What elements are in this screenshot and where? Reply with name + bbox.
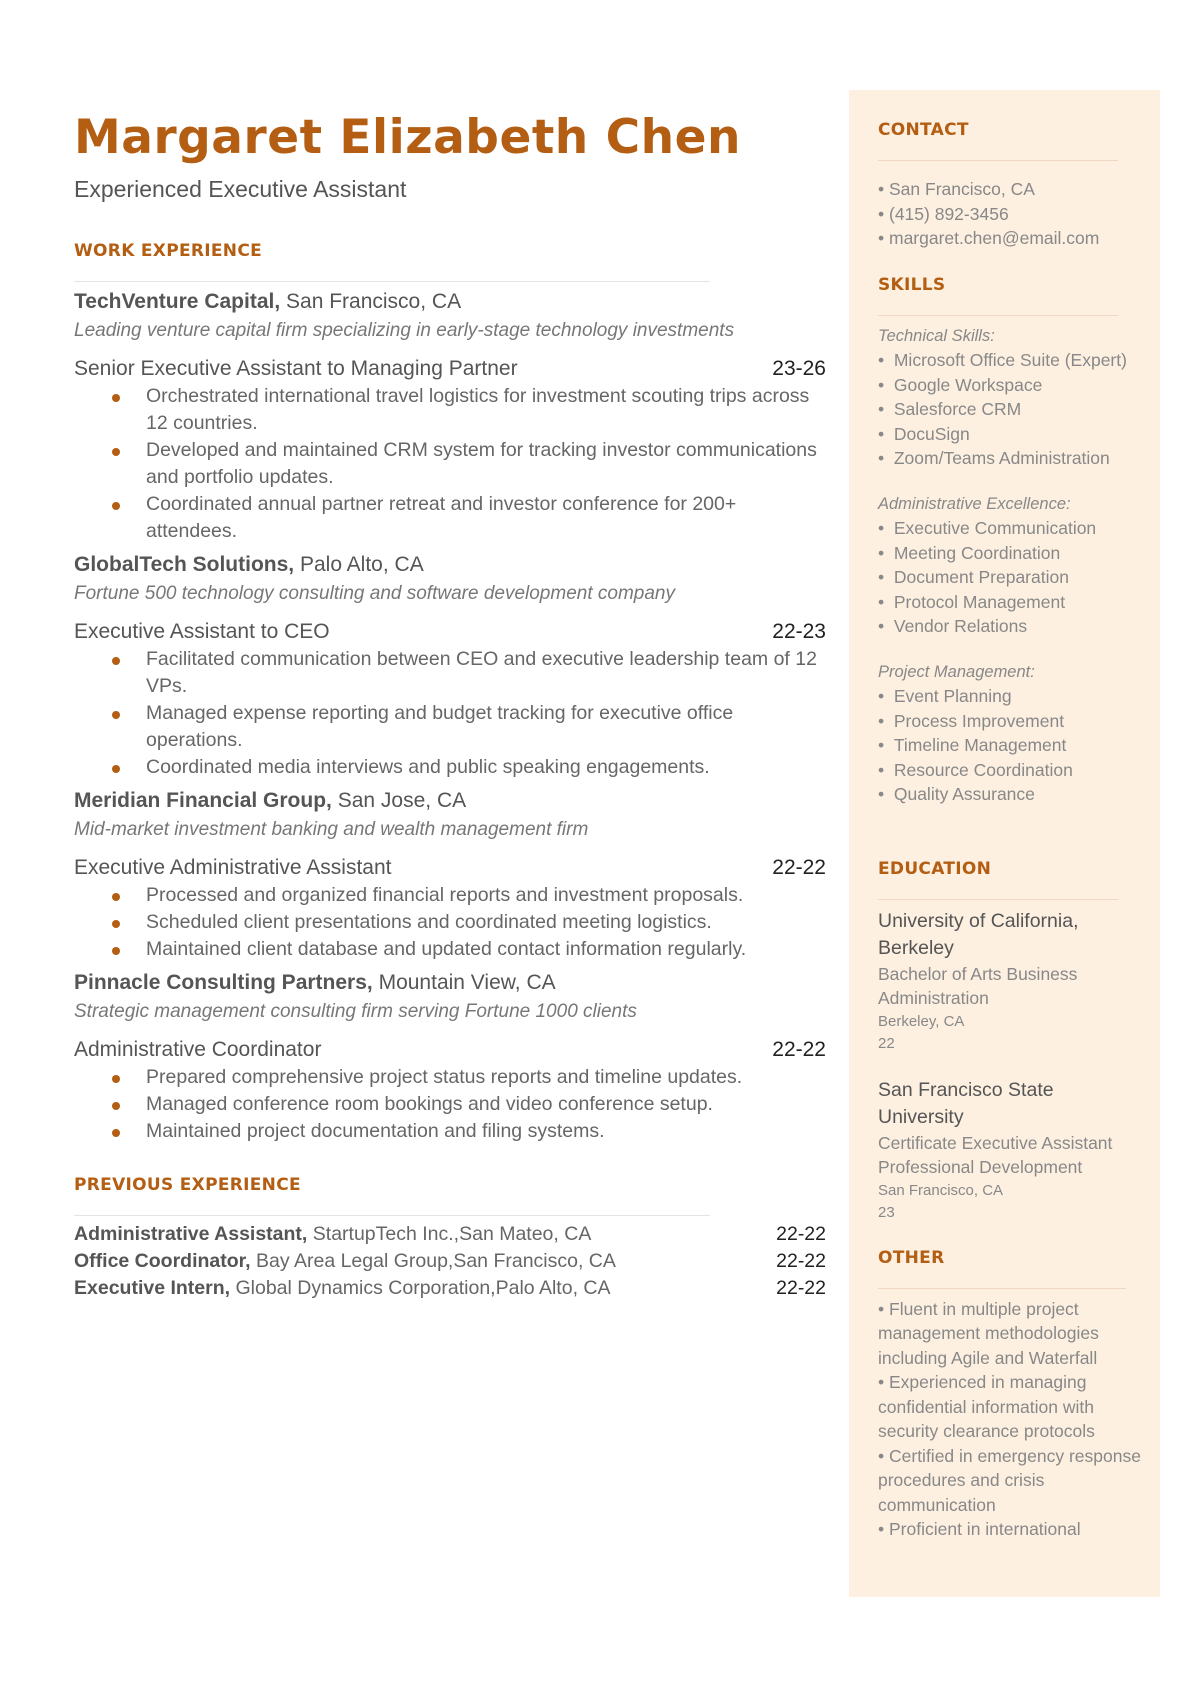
skill-text: Meeting Coordination xyxy=(893,542,1061,563)
bullet-dot-icon xyxy=(112,765,120,773)
job-bullet-item xyxy=(146,1118,826,1145)
company-location: Palo Alto, CA xyxy=(299,553,424,577)
other-item xyxy=(878,1370,1143,1444)
job-bullet-item xyxy=(146,936,826,963)
job-bullet-text: Coordinated media interviews and public speaking engagements. xyxy=(146,756,710,779)
skill-text: Timeline Management xyxy=(893,735,1067,755)
skill-item xyxy=(878,709,1143,734)
bullet-icon: • xyxy=(878,1372,889,1392)
skill-group xyxy=(878,324,1143,471)
skill-text: Vendor Relations xyxy=(893,616,1028,636)
skill-item xyxy=(878,446,1143,471)
job-bullet-text: Orchestrated international travel logistics for investment scouting trips across 12 countries. xyxy=(146,385,810,435)
skill-text: Process Improvement xyxy=(893,710,1065,731)
company-description: Fortune 500 technology consulting and software development company xyxy=(74,583,675,605)
skill-item xyxy=(878,565,1143,590)
skill-item xyxy=(878,348,1143,373)
job-bullet-item xyxy=(146,882,826,909)
other-list xyxy=(878,1297,1143,1542)
education-year: 23 xyxy=(878,1203,895,1221)
skill-item xyxy=(878,684,1143,709)
previous-dates: 22-22 xyxy=(776,1223,826,1246)
other-heading: OTHER xyxy=(878,1247,945,1268)
bullet-icon: • xyxy=(878,710,894,731)
job-bullet-item xyxy=(146,1064,826,1091)
candidate-name: Margaret Elizabeth Chen xyxy=(74,110,741,165)
bullet-icon: • xyxy=(878,616,894,636)
job-bullets xyxy=(74,1064,826,1145)
skill-item xyxy=(878,516,1143,541)
bullet-dot-icon xyxy=(112,893,120,901)
bullet-icon: • xyxy=(878,759,894,780)
company-location: San Jose, CA xyxy=(337,789,467,813)
job-entry xyxy=(74,290,826,545)
job-dates: 23-26 xyxy=(772,357,826,381)
job-bullets xyxy=(74,646,826,781)
job-bullet-text: Managed conference room bookings and video conference setup. xyxy=(146,1093,713,1116)
skill-text: Resource Coordination xyxy=(893,759,1073,780)
job-dates: 22-23 xyxy=(772,620,826,644)
other-item xyxy=(878,1444,1143,1518)
company-description: Strategic management consulting firm serving Fortune 1000 clients xyxy=(74,1001,637,1023)
previous-dates: 22-22 xyxy=(776,1250,826,1273)
education-entry xyxy=(878,908,1143,1055)
contact-text: San Francisco, CA xyxy=(889,179,1035,199)
job-bullet-item xyxy=(146,383,826,437)
bullet-icon: • xyxy=(878,784,894,804)
skill-item xyxy=(878,758,1143,783)
previous-experience-text xyxy=(74,1221,591,1248)
bullet-icon: • xyxy=(878,542,894,563)
bullet-icon: • xyxy=(878,735,894,755)
job-company-line xyxy=(74,789,826,813)
skill-text: Microsoft Office Suite (Expert) xyxy=(893,350,1127,370)
job-bullet-text: Maintained client database and updated contact information regularly. xyxy=(146,938,747,961)
previous-org: Bay Area Legal Group,San Francisco, CA xyxy=(256,1250,616,1273)
other-text: Certified in emergency response procedures and crisis communication xyxy=(878,1445,1141,1515)
job-title-row xyxy=(74,620,826,644)
education-location: San Francisco, CA xyxy=(878,1181,1004,1199)
job-bullet-item xyxy=(146,754,826,781)
bullet-dot-icon xyxy=(112,448,120,456)
skill-item xyxy=(878,782,1143,807)
job-bullet-text: Managed expense reporting and budget tracking for executive office operations. xyxy=(146,702,734,752)
other-text: Proficient in international xyxy=(889,1519,1081,1539)
education-divider xyxy=(878,899,1118,900)
sidebar xyxy=(849,90,1160,1597)
job-bullet-item xyxy=(146,437,826,491)
previous-experience-row xyxy=(74,1248,826,1275)
previous-role: Executive Intern, xyxy=(74,1277,231,1300)
work-experience-divider xyxy=(74,281,710,282)
skill-item xyxy=(878,614,1143,639)
previous-experience-heading: PREVIOUS EXPERIENCE xyxy=(74,1175,301,1196)
bullet-icon: • xyxy=(878,686,894,706)
skill-item xyxy=(878,733,1143,758)
company-description: Mid-market investment banking and wealth management firm xyxy=(74,819,589,841)
other-item xyxy=(878,1297,1143,1371)
skill-item xyxy=(878,397,1143,422)
job-title-row xyxy=(74,357,826,381)
skill-item xyxy=(878,590,1143,615)
job-bullet-text: Processed and organized financial reports and investment proposals. xyxy=(146,884,744,907)
bullet-dot-icon xyxy=(112,711,120,719)
education-year: 22 xyxy=(878,1034,895,1052)
contact-divider xyxy=(878,160,1118,161)
bullet-dot-icon xyxy=(112,657,120,665)
skill-text: DocuSign xyxy=(893,423,970,444)
company-location: Mountain View, CA xyxy=(378,971,556,995)
job-bullet-item xyxy=(146,909,826,936)
job-entry xyxy=(74,789,826,963)
skills-list xyxy=(878,324,1143,807)
bullet-icon: • xyxy=(878,591,894,612)
job-bullet-text: Scheduled client presentations and coordinated meeting logistics. xyxy=(146,911,712,934)
other-divider xyxy=(878,1288,1126,1289)
bullet-icon: • xyxy=(878,350,894,370)
contact-item xyxy=(878,202,1143,227)
company-name: GlobalTech Solutions, xyxy=(74,553,295,577)
education-school: San Francisco State University xyxy=(878,1078,1054,1128)
previous-experience-row xyxy=(74,1275,826,1302)
company-name: Meridian Financial Group, xyxy=(74,789,332,813)
previous-experience-text xyxy=(74,1275,611,1302)
previous-experience-list xyxy=(74,1221,826,1302)
bullet-icon: • xyxy=(878,1445,889,1466)
bullet-dot-icon xyxy=(112,502,120,510)
job-company-line xyxy=(74,553,826,577)
skill-text: Google Workspace xyxy=(893,374,1043,395)
bullet-icon: • xyxy=(878,423,894,444)
company-location: San Francisco, CA xyxy=(286,290,462,314)
other-text: Experienced in managing confidential information with security clearance protocols xyxy=(878,1372,1095,1441)
skill-text: Event Planning xyxy=(893,686,1012,706)
job-company-line xyxy=(74,290,826,314)
skill-item xyxy=(878,373,1143,398)
skill-group xyxy=(878,492,1143,639)
education-location: Berkeley, CA xyxy=(878,1012,965,1030)
skill-group xyxy=(878,660,1143,807)
job-title: Senior Executive Assistant to Managing Partner xyxy=(74,357,518,381)
contact-text: (415) 892-3456 xyxy=(889,203,1009,224)
job-bullet-text: Prepared comprehensive project status reports and timeline updates. xyxy=(146,1066,743,1089)
bullet-icon: • xyxy=(878,179,889,199)
company-name: TechVenture Capital, xyxy=(74,290,281,314)
company-name: Pinnacle Consulting Partners, xyxy=(74,971,373,995)
bullet-dot-icon xyxy=(112,1075,120,1083)
skill-text: Executive Communication xyxy=(893,518,1097,538)
job-bullet-text: Coordinated annual partner retreat and investor conference for 200+ attendees. xyxy=(146,493,737,543)
contact-item xyxy=(878,226,1143,251)
company-description: Leading venture capital firm specializing in early-stage technology investments xyxy=(74,320,735,342)
job-bullet-item xyxy=(146,646,826,700)
previous-org: Global Dynamics Corporation,Palo Alto, CA xyxy=(235,1277,611,1300)
bullet-icon: • xyxy=(878,203,889,224)
job-bullet-item xyxy=(146,700,826,754)
job-bullet-text: Developed and maintained CRM system for tracking investor communications and portfolio updates. xyxy=(146,439,817,489)
work-experience-heading: WORK EXPERIENCE xyxy=(74,241,263,262)
sidebar-content xyxy=(878,90,1143,1542)
bullet-dot-icon xyxy=(112,1129,120,1137)
bullet-icon: • xyxy=(878,228,889,248)
education-heading: EDUCATION xyxy=(878,858,992,879)
bullet-icon: • xyxy=(878,567,894,587)
contact-heading: CONTACT xyxy=(878,120,969,140)
job-bullets xyxy=(74,383,826,545)
previous-experience-text xyxy=(74,1248,616,1275)
job-title: Administrative Coordinator xyxy=(74,1038,322,1062)
main-column xyxy=(74,110,826,1302)
work-experience-list xyxy=(74,290,826,1145)
bullet-icon: • xyxy=(878,518,894,538)
skill-category: Administrative Excellence: xyxy=(878,494,1071,513)
job-bullet-item xyxy=(146,491,826,545)
skill-text: Salesforce CRM xyxy=(893,399,1022,419)
bullet-icon: • xyxy=(878,374,894,395)
contact-list xyxy=(878,177,1143,251)
job-title-row xyxy=(74,856,826,880)
job-bullets xyxy=(74,882,826,963)
job-entry xyxy=(74,971,826,1145)
job-dates: 22-22 xyxy=(772,856,826,880)
job-bullet-item xyxy=(146,1091,826,1118)
skill-category: Technical Skills: xyxy=(878,326,995,345)
bullet-icon: • xyxy=(878,1298,889,1319)
other-item xyxy=(878,1517,1143,1542)
job-bullet-text: Maintained project documentation and filing systems. xyxy=(146,1120,605,1143)
skill-text: Protocol Management xyxy=(893,591,1066,612)
education-list xyxy=(878,908,1143,1224)
skill-item xyxy=(878,541,1143,566)
skill-category: Project Management: xyxy=(878,662,1035,681)
education-degree: Certificate Executive Assistant Professional Development xyxy=(878,1132,1113,1177)
previous-org: StartupTech Inc.,San Mateo, CA xyxy=(312,1223,592,1246)
skill-text: Zoom/Teams Administration xyxy=(893,448,1110,468)
job-entry xyxy=(74,553,826,781)
skills-heading: SKILLS xyxy=(878,274,946,295)
job-dates: 22-22 xyxy=(772,1038,826,1062)
previous-role: Office Coordinator, xyxy=(74,1250,251,1273)
contact-text: margaret.chen@email.com xyxy=(889,228,1100,248)
job-company-line xyxy=(74,971,826,995)
other-text: Fluent in multiple project management methodologies including Agile and Waterfall xyxy=(878,1298,1099,1368)
previous-experience-divider xyxy=(74,1215,710,1216)
bullet-dot-icon xyxy=(112,920,120,928)
skills-divider xyxy=(878,315,1118,316)
previous-dates: 22-22 xyxy=(776,1277,826,1300)
skill-text: Quality Assurance xyxy=(893,784,1035,804)
skill-text: Document Preparation xyxy=(893,567,1069,587)
bullet-dot-icon xyxy=(112,947,120,955)
candidate-subtitle: Experienced Executive Assistant xyxy=(74,176,407,203)
previous-experience-row xyxy=(74,1221,826,1248)
bullet-dot-icon xyxy=(112,394,120,402)
bullet-icon: • xyxy=(878,448,894,468)
job-bullet-text: Facilitated communication between CEO and executive leadership team of 12 VPs. xyxy=(146,648,817,698)
contact-item xyxy=(878,177,1143,202)
job-title: Executive Administrative Assistant xyxy=(74,856,392,880)
education-entry xyxy=(878,1077,1143,1224)
job-title-row xyxy=(74,1038,826,1062)
bullet-icon: • xyxy=(878,399,894,419)
skill-item xyxy=(878,422,1143,447)
bullet-icon: • xyxy=(878,1519,889,1539)
previous-role: Administrative Assistant, xyxy=(74,1223,308,1246)
bullet-dot-icon xyxy=(112,1102,120,1110)
education-degree: Bachelor of Arts Business Administration xyxy=(878,963,1078,1008)
education-school: University of California, Berkeley xyxy=(878,909,1079,959)
job-title: Executive Assistant to CEO xyxy=(74,620,330,644)
